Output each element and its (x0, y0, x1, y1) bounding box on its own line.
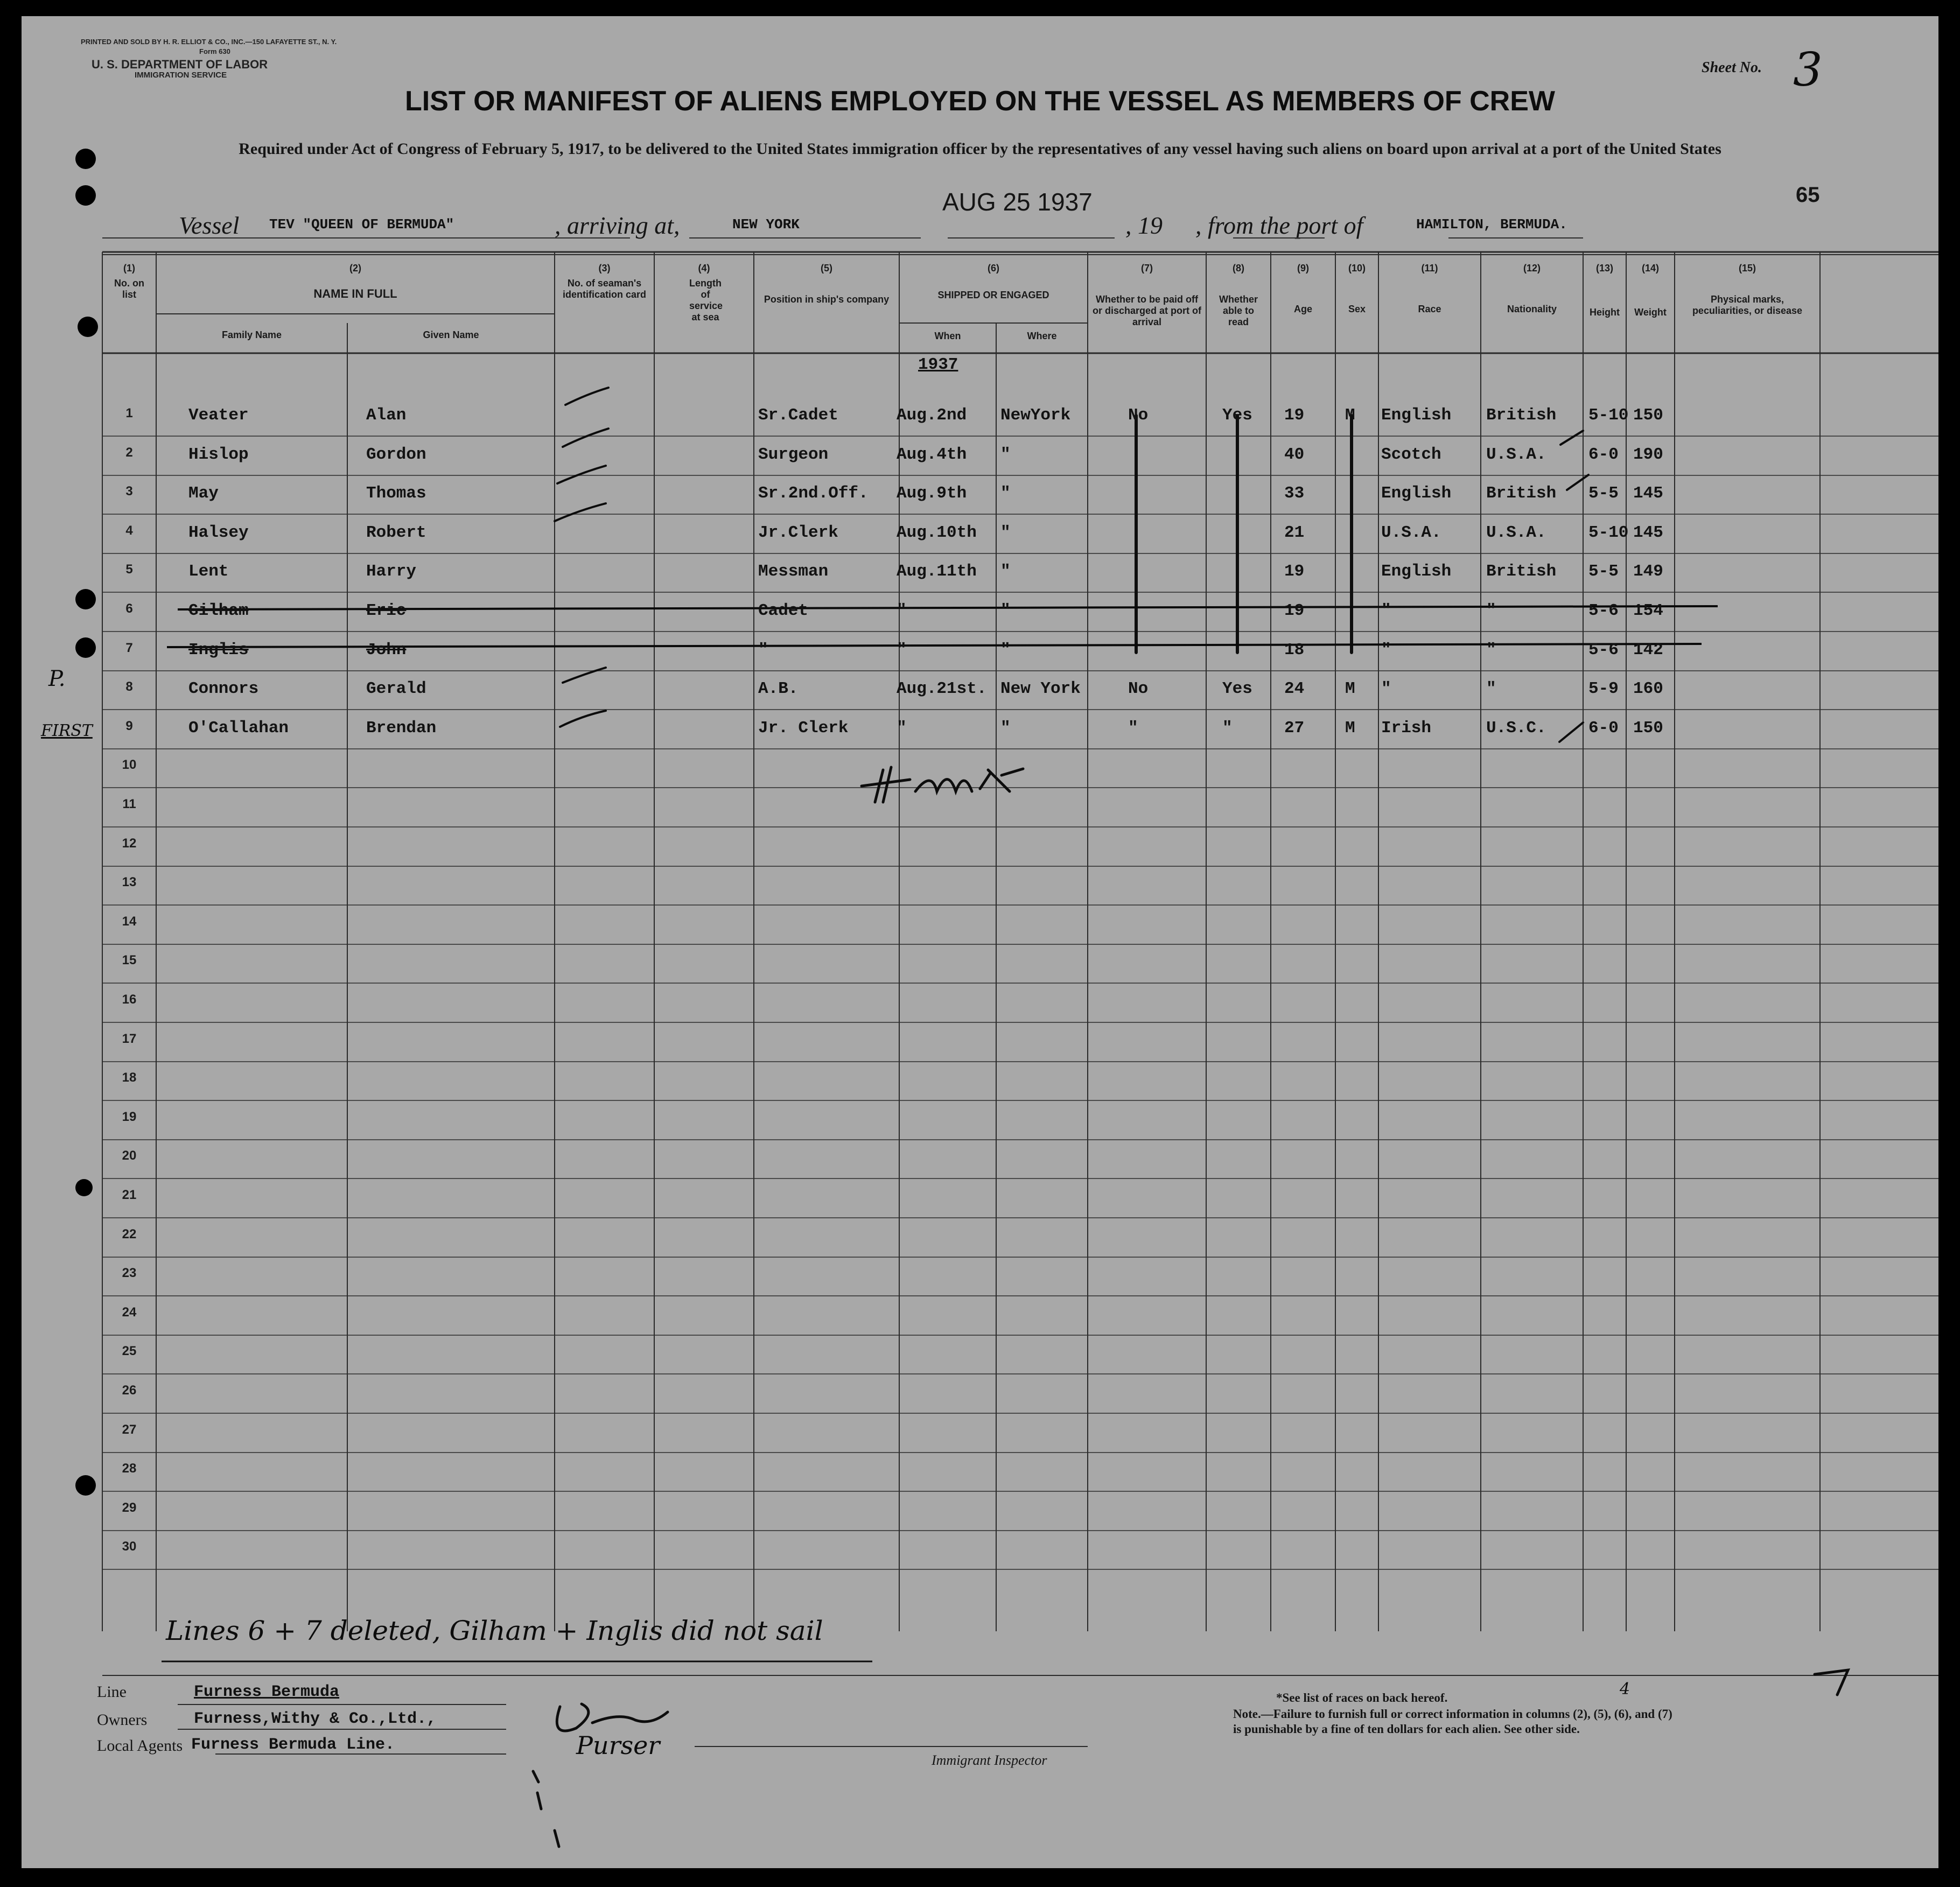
nationality-cell: British (1486, 484, 1557, 503)
when-cell: " (897, 601, 907, 620)
col5-num: (5) (821, 263, 832, 273)
vessel-label: Vessel (179, 212, 240, 239)
sex-cell: M (1345, 406, 1355, 425)
given-name-cell: Eric (366, 601, 407, 620)
when-cell: Aug.2nd (897, 406, 967, 425)
col6-header: SHIPPED OR ENGAGED (937, 290, 1049, 300)
race-cell: U.S.A. (1381, 523, 1441, 542)
position-cell: Sr.Cadet (758, 406, 838, 425)
position-cell: Messman (758, 562, 829, 581)
nationality-cell: British (1486, 406, 1557, 425)
nationality-cell: U.S.A. (1486, 445, 1546, 464)
page-number: 65 (1796, 183, 1820, 207)
where-cell: " (1000, 601, 1011, 620)
sheet-number: 3 (1793, 43, 1823, 97)
when-cell: " (897, 718, 907, 738)
col10-header: Sex (1348, 304, 1366, 314)
punch-hole (75, 637, 96, 658)
height-cell: 5-6 (1588, 640, 1619, 660)
weight-cell: 142 (1633, 640, 1663, 660)
row-number: 4 (125, 523, 133, 538)
row-number: 17 (122, 1031, 137, 1046)
vessel-name: TEV "QUEEN OF BERMUDA" (269, 216, 454, 233)
year-label: , 19 (1125, 212, 1163, 239)
when-cell: Aug.11th (897, 562, 977, 581)
row-number: 21 (122, 1188, 137, 1202)
row-number: 7 (125, 640, 133, 655)
col7-header: Whether to be paid off or discharged at port of arrival (1092, 294, 1202, 327)
col7-num: (7) (1141, 263, 1153, 273)
given-name-cell: Brendan (366, 718, 437, 738)
inspector-label: Immigrant Inspector (932, 1752, 1047, 1768)
col2a-header: Family Name (221, 329, 282, 340)
punch-hole (75, 1179, 93, 1196)
row-number: 16 (122, 992, 137, 1007)
punch-hole (75, 149, 96, 169)
nationality-cell: U.S.C. (1486, 718, 1546, 738)
row-number: 1 (125, 406, 133, 420)
printer-line: PRINTED AND SOLD BY H. R. ELLIOT & CO., INC.—150 LAFAYETTE ST., N. Y. (81, 38, 337, 46)
height-cell: 5-6 (1588, 601, 1619, 620)
row-number: 13 (122, 875, 137, 890)
row-number: 2 (125, 445, 133, 460)
col1-num: (1) (123, 263, 135, 273)
col2-num: (2) (349, 263, 361, 273)
height-cell: 5-5 (1588, 562, 1619, 581)
line-value: Furness Bermuda (194, 1683, 340, 1701)
margin-mark-row8: P. (48, 667, 66, 691)
weight-cell: 149 (1633, 562, 1663, 581)
able-to-read-cell: Yes (1222, 406, 1252, 425)
agents-label: Local Agents (97, 1737, 183, 1755)
weight-cell: 150 (1633, 406, 1663, 425)
page-title: LIST OR MANIFEST OF ALIENS EMPLOYED ON THE VESSEL AS MEMBERS OF CREW (405, 86, 1555, 117)
position-cell: Cadet (758, 601, 809, 620)
given-name-cell: Harry (366, 562, 417, 581)
col1-header: No. on list (114, 278, 144, 300)
nationality-cell: " (1486, 601, 1496, 620)
weight-cell: 145 (1633, 484, 1663, 503)
age-cell: 19 (1284, 406, 1305, 425)
where-cell: " (1000, 640, 1011, 660)
col11-header: Race (1418, 304, 1441, 314)
age-cell: 40 (1284, 445, 1305, 464)
family-name-cell: Hislop (188, 445, 249, 464)
purser-signature-title: Purser (576, 1731, 660, 1760)
age-cell: 27 (1284, 718, 1305, 738)
height-cell: 6-0 (1588, 445, 1619, 464)
fine-note: Note.—Failure to furnish full or correct information in columns (2), (5), (6), and (7) is punishable by a fine of ten dollars for each alien. See other side. (1233, 1707, 1672, 1736)
form-number: Form 630 (199, 47, 230, 55)
where-cell: " (1000, 718, 1011, 738)
weight-cell: 160 (1633, 679, 1663, 699)
position-cell: " (758, 640, 768, 660)
col8-header: Whether able to read (1219, 294, 1258, 327)
row-number: 5 (125, 562, 133, 577)
family-name-cell: Halsey (188, 523, 249, 542)
row-number: 11 (122, 797, 136, 811)
col3-num: (3) (598, 263, 611, 273)
row-number: 29 (122, 1500, 137, 1515)
height-cell: 5-10 (1588, 406, 1629, 425)
punch-hole (78, 317, 98, 337)
paid-off-cell: No (1128, 406, 1149, 425)
race-cell: English (1381, 484, 1452, 503)
able-to-read-cell: Yes (1222, 679, 1252, 699)
races-note: *See list of races on back hereof. (1276, 1691, 1448, 1704)
col13-header: Height (1590, 307, 1620, 318)
weight-cell: 154 (1633, 601, 1663, 620)
service: IMMIGRATION SERVICE (135, 71, 227, 80)
given-name-cell: Gordon (366, 445, 426, 464)
weight-cell: 190 (1633, 445, 1663, 464)
given-name-cell: Alan (366, 406, 407, 425)
from-label: , from the port of (1195, 212, 1363, 239)
able-to-read-cell: " (1222, 718, 1233, 738)
age-cell: 24 (1284, 679, 1305, 699)
age-cell: 18 (1284, 640, 1305, 660)
race-cell: " (1381, 601, 1391, 620)
punch-hole (75, 185, 96, 206)
family-name-cell: O'Callahan (188, 718, 289, 738)
row-number: 15 (122, 953, 137, 968)
row-number: 18 (122, 1070, 137, 1085)
col4-num: (4) (698, 263, 710, 273)
row-number: 9 (125, 718, 133, 733)
row-number: 27 (122, 1422, 137, 1437)
age-cell: 19 (1284, 562, 1305, 581)
row-number: 30 (122, 1539, 137, 1554)
family-name-cell: Veater (188, 406, 249, 425)
col2b-header: Given Name (423, 329, 479, 340)
height-cell: 5-5 (1588, 484, 1619, 503)
when-cell: Aug.4th (897, 445, 967, 464)
family-name-cell: Inglis (188, 640, 249, 660)
row-number: 28 (122, 1461, 137, 1476)
age-cell: 33 (1284, 484, 1305, 503)
row-number: 14 (122, 914, 137, 929)
row-number: 25 (122, 1344, 137, 1359)
given-name-cell: Robert (366, 523, 426, 542)
arriving-label: , arriving at, (555, 212, 680, 239)
row-number: 26 (122, 1383, 137, 1398)
arriving-port: NEW YORK (732, 216, 800, 233)
col12-num: (12) (1523, 263, 1541, 273)
deletion-note: Lines 6 + 7 deleted, Gilham + Inglis did not sail (166, 1615, 823, 1646)
race-cell: Scotch (1381, 445, 1441, 464)
where-cell: New York (1000, 679, 1081, 699)
when-cell: Aug.10th (897, 523, 977, 542)
paid-off-cell: " (1128, 718, 1138, 738)
col4-header: Length of service at sea (689, 278, 723, 322)
col6a-header: When (934, 331, 961, 341)
page-subtitle: Required under Act of Congress of February 5, 1917, to be delivered to the United States immigration officer by the representatives of any vessel having such aliens on board upon arrival at a port of the United States (239, 140, 1721, 158)
col6b-header: Where (1027, 331, 1057, 341)
given-name-cell: Gerald (366, 679, 426, 699)
where-cell: " (1000, 523, 1011, 542)
nationality-cell: U.S.A. (1486, 523, 1546, 542)
col10-num: (10) (1348, 263, 1366, 273)
when-cell: Aug.9th (897, 484, 967, 503)
sheet-label: Sheet No. (1702, 59, 1762, 76)
row-number: 8 (125, 679, 133, 695)
row-number: 12 (122, 836, 137, 851)
from-port: HAMILTON, BERMUDA. (1416, 216, 1567, 233)
age-cell: 21 (1284, 523, 1305, 542)
family-name-cell: May (188, 484, 219, 503)
family-name-cell: Lent (188, 562, 229, 581)
row-number: 3 (125, 484, 133, 499)
punch-hole (75, 1475, 96, 1496)
race-cell: Irish (1381, 718, 1432, 738)
height-cell: 6-0 (1588, 718, 1619, 738)
position-cell: Surgeon (758, 445, 829, 464)
row-number: 20 (122, 1148, 137, 1163)
where-cell: " (1000, 445, 1011, 464)
where-cell: " (1000, 562, 1011, 581)
col9-header: Age (1293, 304, 1312, 314)
position-cell: Jr. Clerk (758, 718, 849, 738)
row-number: 10 (122, 757, 137, 773)
owners-label: Owners (97, 1711, 148, 1729)
col12-header: Nationality (1507, 304, 1557, 314)
family-name-cell: Gilham (188, 601, 249, 620)
col15-num: (15) (1738, 263, 1756, 273)
row-number: 24 (122, 1304, 137, 1320)
manifest-sheet (22, 16, 1938, 1868)
given-name-cell: John (366, 640, 407, 660)
col6-num: (6) (988, 263, 999, 273)
agents-value: Furness Bermuda Line. (191, 1736, 395, 1754)
sex-cell: M (1345, 718, 1355, 738)
punch-hole (75, 589, 96, 609)
col9-num: (9) (1297, 263, 1309, 273)
height-cell: 5-9 (1588, 679, 1619, 699)
when-cell: Aug.21st. (897, 679, 987, 699)
row-number: 23 (122, 1266, 137, 1281)
col5-header: Position in ship's company (764, 294, 890, 305)
col3-header: No. of seaman's identification card (562, 278, 647, 300)
margin-mark-row9: FIRST (41, 721, 93, 740)
nationality-cell: " (1486, 640, 1496, 660)
owners-value: Furness,Withy & Co.,Ltd., (194, 1710, 437, 1728)
department: U. S. DEPARTMENT OF LABOR (92, 58, 268, 71)
height-cell: 5-10 (1588, 523, 1629, 542)
race-cell: English (1381, 406, 1452, 425)
position-cell: Sr.2nd.Off. (758, 484, 869, 503)
race-cell: English (1381, 562, 1452, 581)
family-name-cell: Connors (188, 679, 259, 699)
when-cell: " (897, 640, 907, 660)
nationality-cell: " (1486, 679, 1496, 699)
where-cell: " (1000, 484, 1011, 503)
race-cell: " (1381, 640, 1391, 660)
small-mark: 4 (1620, 1680, 1630, 1699)
where-cell: NewYork (1000, 406, 1071, 425)
sex-cell: M (1345, 679, 1355, 699)
position-cell: Jr.Clerk (758, 523, 838, 542)
weight-cell: 145 (1633, 523, 1663, 542)
col2-header: NAME IN FULL (313, 287, 397, 300)
date-stamp: AUG 25 1937 (942, 188, 1093, 216)
position-cell: A.B. (758, 679, 799, 699)
col8-num: (8) (1233, 263, 1244, 273)
nationality-cell: British (1486, 562, 1557, 581)
row-number: 19 (122, 1109, 137, 1124)
row-number: 6 (125, 601, 133, 616)
weight-cell: 150 (1633, 718, 1663, 738)
col14-header: Weight (1634, 307, 1667, 318)
paid-off-cell: No (1128, 679, 1149, 699)
col11-num: (11) (1421, 263, 1438, 273)
col14-num: (14) (1641, 263, 1659, 273)
col15-header: Physical marks, peculiarities, or disease (1692, 294, 1803, 316)
col13-num: (13) (1595, 263, 1613, 273)
line-label: Line (97, 1683, 127, 1701)
year-header: 1937 (918, 355, 958, 374)
race-cell: " (1381, 679, 1391, 699)
row-number: 22 (122, 1226, 137, 1241)
given-name-cell: Thomas (366, 484, 426, 503)
age-cell: 19 (1284, 601, 1305, 620)
